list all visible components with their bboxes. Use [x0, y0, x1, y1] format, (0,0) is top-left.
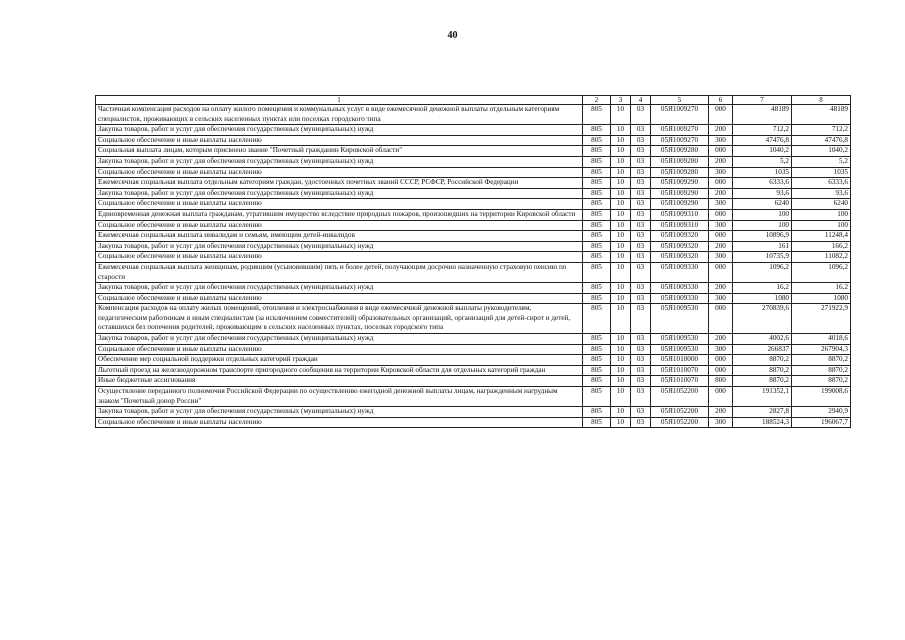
- ministry-code-cell: 805: [583, 293, 611, 304]
- table-row: [96, 252, 851, 263]
- ministry-code-cell: 805: [583, 146, 611, 157]
- amount-year1-cell: 6333,6: [733, 178, 792, 189]
- target-article-cell: 05Я1009280: [651, 156, 709, 167]
- amount-year1-cell: 161: [733, 241, 792, 252]
- subsection-code-cell: 03: [631, 241, 651, 252]
- table-row: [96, 355, 851, 366]
- table-row: [96, 188, 851, 199]
- section-code-cell: 10: [611, 252, 631, 263]
- section-code-cell: 10: [611, 283, 631, 294]
- amount-year2-cell: 100: [792, 220, 851, 231]
- row-name-cell: Социальное обеспечение и иные выплаты населению: [96, 167, 583, 178]
- amount-year1-cell: 191352,1: [733, 387, 792, 407]
- row-name-cell: Закупка товаров, работ и услуг для обеспечения государственных (муниципальных) нужд: [96, 241, 583, 252]
- amount-year1-cell: 266837: [733, 344, 792, 355]
- table-row: [96, 376, 851, 387]
- amount-year1-cell: 6240: [733, 199, 792, 210]
- header-cell: 4: [631, 96, 651, 105]
- section-code-cell: 10: [611, 376, 631, 387]
- row-name-cell: Социальное обеспечение и иные выплаты населению: [96, 220, 583, 231]
- table-row: [96, 231, 851, 242]
- target-article-cell: 05Я1052200: [651, 407, 709, 418]
- target-article-cell: 05Я1009320: [651, 252, 709, 263]
- target-article-cell: 05Я1009530: [651, 304, 709, 334]
- page-number: 40: [447, 30, 458, 41]
- amount-year1-cell: 93,6: [733, 188, 792, 199]
- amount-year2-cell: 1080: [792, 293, 851, 304]
- target-article-cell: 05Я1009310: [651, 220, 709, 231]
- row-name-cell: Социальное обеспечение и иные выплаты населению: [96, 417, 583, 428]
- expense-type-cell: 000: [709, 387, 733, 407]
- ministry-code-cell: 805: [583, 355, 611, 366]
- expense-type-cell: 300: [709, 252, 733, 263]
- amount-year2-cell: 48189: [792, 105, 851, 125]
- section-code-cell: 10: [611, 199, 631, 210]
- target-article-cell: 05Я1009280: [651, 167, 709, 178]
- subsection-code-cell: 03: [631, 178, 651, 189]
- expense-type-cell: 300: [709, 344, 733, 355]
- row-name-cell: Компенсация расходов на оплату жилых помещений, отопления и электроснабжения в виде ежемесячной денежной выплаты руководителям, педагогическим работникам и иным специалистам (за исключением совместителей) образовательных организаций, организаций для детей-сирот и детей, оставшихся без попечения родителей, проживающим в сельских населенных пунктах, поселках городского типа: [96, 304, 583, 334]
- expense-type-cell: 200: [709, 188, 733, 199]
- target-article-cell: 05Я1010070: [651, 376, 709, 387]
- table-row: [96, 407, 851, 418]
- section-code-cell: 10: [611, 334, 631, 345]
- ministry-code-cell: 805: [583, 231, 611, 242]
- ministry-code-cell: 805: [583, 125, 611, 136]
- amount-year2-cell: 1035: [792, 167, 851, 178]
- table-row: [96, 220, 851, 231]
- ministry-code-cell: 805: [583, 304, 611, 334]
- header-cell: 2: [583, 96, 611, 105]
- row-name-cell: Социальное обеспечение и иные выплаты населению: [96, 135, 583, 146]
- section-code-cell: 10: [611, 262, 631, 282]
- amount-year1-cell: 1080: [733, 293, 792, 304]
- section-code-cell: 10: [611, 146, 631, 157]
- expense-type-cell: 300: [709, 199, 733, 210]
- table-row: [96, 417, 851, 428]
- subsection-code-cell: 03: [631, 135, 651, 146]
- amount-year1-cell: 712,2: [733, 125, 792, 136]
- section-code-cell: 10: [611, 188, 631, 199]
- amount-year2-cell: 8870,2: [792, 355, 851, 366]
- subsection-code-cell: 03: [631, 376, 651, 387]
- expense-type-cell: 200: [709, 334, 733, 345]
- amount-year1-cell: 270839,6: [733, 304, 792, 334]
- target-article-cell: 05Я1009290: [651, 178, 709, 189]
- amount-year2-cell: 8870,2: [792, 376, 851, 387]
- subsection-code-cell: 03: [631, 334, 651, 345]
- amount-year2-cell: 267904,3: [792, 344, 851, 355]
- row-name-cell: Социальное обеспечение и иные выплаты населению: [96, 344, 583, 355]
- section-code-cell: 10: [611, 125, 631, 136]
- section-code-cell: 10: [611, 344, 631, 355]
- ministry-code-cell: 805: [583, 135, 611, 146]
- amount-year2-cell: 199008,6: [792, 387, 851, 407]
- section-code-cell: 10: [611, 178, 631, 189]
- expense-type-cell: 200: [709, 407, 733, 418]
- subsection-code-cell: 03: [631, 156, 651, 167]
- table-row: [96, 105, 851, 125]
- header-cell: 3: [611, 96, 631, 105]
- table-row: [96, 262, 851, 282]
- subsection-code-cell: 03: [631, 365, 651, 376]
- subsection-code-cell: 03: [631, 407, 651, 418]
- amount-year2-cell: 1040,2: [792, 146, 851, 157]
- target-article-cell: 05Я1009320: [651, 241, 709, 252]
- subsection-code-cell: 03: [631, 355, 651, 366]
- header-cell: 6: [709, 96, 733, 105]
- expense-type-cell: 300: [709, 220, 733, 231]
- amount-year1-cell: 10896,9: [733, 231, 792, 242]
- subsection-code-cell: 03: [631, 387, 651, 407]
- section-code-cell: 10: [611, 167, 631, 178]
- row-name-cell: Закупка товаров, работ и услуг для обеспечения государственных (муниципальных) нужд: [96, 188, 583, 199]
- section-code-cell: 10: [611, 209, 631, 220]
- amount-year2-cell: 1096,2: [792, 262, 851, 282]
- amount-year1-cell: 1035: [733, 167, 792, 178]
- amount-year2-cell: 712,2: [792, 125, 851, 136]
- section-code-cell: 10: [611, 231, 631, 242]
- target-article-cell: 05Я1009330: [651, 293, 709, 304]
- table-row: [96, 156, 851, 167]
- row-name-cell: Иные бюджетные ассигнования: [96, 376, 583, 387]
- subsection-code-cell: 03: [631, 220, 651, 231]
- ministry-code-cell: 805: [583, 283, 611, 294]
- row-name-cell: Закупка товаров, работ и услуг для обеспечения государственных (муниципальных) нужд: [96, 407, 583, 418]
- header-cell: 5: [651, 96, 709, 105]
- header-cell: 7: [733, 96, 792, 105]
- expense-type-cell: 000: [709, 231, 733, 242]
- amount-year2-cell: 196067,7: [792, 417, 851, 428]
- ministry-code-cell: 805: [583, 407, 611, 418]
- table-row: [96, 167, 851, 178]
- amount-year2-cell: 6333,6: [792, 178, 851, 189]
- section-code-cell: 10: [611, 387, 631, 407]
- row-name-cell: Закупка товаров, работ и услуг для обеспечения государственных (муниципальных) нужд: [96, 125, 583, 136]
- subsection-code-cell: 03: [631, 188, 651, 199]
- budget-table: [95, 95, 851, 428]
- target-article-cell: 05Я1052200: [651, 417, 709, 428]
- amount-year2-cell: 2940,9: [792, 407, 851, 418]
- row-name-cell: Социальное обеспечение и иные выплаты населению: [96, 252, 583, 263]
- expense-type-cell: 000: [709, 262, 733, 282]
- section-code-cell: 10: [611, 241, 631, 252]
- amount-year2-cell: 4018,6: [792, 334, 851, 345]
- table-row: [96, 293, 851, 304]
- ministry-code-cell: 805: [583, 199, 611, 210]
- target-article-cell: 05Я1052200: [651, 387, 709, 407]
- ministry-code-cell: 805: [583, 387, 611, 407]
- amount-year2-cell: 47476,8: [792, 135, 851, 146]
- amount-year2-cell: 11248,4: [792, 231, 851, 242]
- expense-type-cell: 200: [709, 283, 733, 294]
- section-code-cell: 10: [611, 355, 631, 366]
- ministry-code-cell: 805: [583, 188, 611, 199]
- expense-type-cell: 200: [709, 125, 733, 136]
- expense-type-cell: 000: [709, 304, 733, 334]
- expense-type-cell: 300: [709, 135, 733, 146]
- ministry-code-cell: 805: [583, 417, 611, 428]
- ministry-code-cell: 805: [583, 344, 611, 355]
- ministry-code-cell: 805: [583, 262, 611, 282]
- expense-type-cell: 300: [709, 293, 733, 304]
- subsection-code-cell: 03: [631, 283, 651, 294]
- target-article-cell: 05Я1009270: [651, 135, 709, 146]
- expense-type-cell: 300: [709, 167, 733, 178]
- table-row: [96, 209, 851, 220]
- table-row: [96, 334, 851, 345]
- ministry-code-cell: 805: [583, 376, 611, 387]
- amount-year1-cell: 8870,2: [733, 355, 792, 366]
- ministry-code-cell: 805: [583, 334, 611, 345]
- expense-type-cell: 000: [709, 105, 733, 125]
- row-name-cell: Закупка товаров, работ и услуг для обеспечения государственных (муниципальных) нужд: [96, 334, 583, 345]
- section-code-cell: 10: [611, 365, 631, 376]
- table-row: [96, 241, 851, 252]
- amount-year1-cell: 5,2: [733, 156, 792, 167]
- ministry-code-cell: 805: [583, 209, 611, 220]
- amount-year1-cell: 100: [733, 220, 792, 231]
- expense-type-cell: 000: [709, 355, 733, 366]
- subsection-code-cell: 03: [631, 209, 651, 220]
- subsection-code-cell: 03: [631, 304, 651, 334]
- section-code-cell: 10: [611, 105, 631, 125]
- subsection-code-cell: 03: [631, 146, 651, 157]
- section-code-cell: 10: [611, 407, 631, 418]
- subsection-code-cell: 03: [631, 293, 651, 304]
- ministry-code-cell: 805: [583, 167, 611, 178]
- row-name-cell: Ежемесячная социальная выплата женщинам, родившим (усыновившим) пять и более детей, получающим досрочно назначенную страховую пенсию по старости: [96, 262, 583, 282]
- row-name-cell: Обеспечение мер социальной поддержки отдельных категорий граждан: [96, 355, 583, 366]
- section-code-cell: 10: [611, 156, 631, 167]
- expense-type-cell: 000: [709, 209, 733, 220]
- table-row: [96, 387, 851, 407]
- amount-year2-cell: 6240: [792, 199, 851, 210]
- table-row: [96, 365, 851, 376]
- amount-year1-cell: 188524,3: [733, 417, 792, 428]
- subsection-code-cell: 03: [631, 252, 651, 263]
- subsection-code-cell: 03: [631, 167, 651, 178]
- table-row: [96, 135, 851, 146]
- target-article-cell: 05Я1009290: [651, 188, 709, 199]
- subsection-code-cell: 03: [631, 262, 651, 282]
- table-row: [96, 283, 851, 294]
- row-name-cell: Социальное обеспечение и иные выплаты населению: [96, 293, 583, 304]
- section-code-cell: 10: [611, 417, 631, 428]
- subsection-code-cell: 03: [631, 344, 651, 355]
- amount-year2-cell: 100: [792, 209, 851, 220]
- ministry-code-cell: 805: [583, 105, 611, 125]
- section-code-cell: 10: [611, 220, 631, 231]
- amount-year1-cell: 8870,2: [733, 376, 792, 387]
- amount-year1-cell: 48189: [733, 105, 792, 125]
- target-article-cell: 05Я1009290: [651, 199, 709, 210]
- ministry-code-cell: 805: [583, 220, 611, 231]
- target-article-cell: 05Я1009310: [651, 209, 709, 220]
- row-name-cell: Единовременная денежная выплата гражданам, утратившим имущество вследствие природных пожаров, произошедших на территории Кировской области: [96, 209, 583, 220]
- row-name-cell: Закупка товаров, работ и услуг для обеспечения государственных (муниципальных) нужд: [96, 283, 583, 294]
- expense-type-cell: 200: [709, 156, 733, 167]
- target-article-cell: 05Я1009330: [651, 283, 709, 294]
- target-article-cell: 05Я1009320: [651, 231, 709, 242]
- target-article-cell: 05Я1009270: [651, 105, 709, 125]
- table-header-row: [96, 96, 851, 105]
- amount-year2-cell: 5,2: [792, 156, 851, 167]
- row-name-cell: Ежемесячная социальная выплата отдельным категориям граждан, удостоенных почетных званий СССР, РСФСР, Российской Федерации: [96, 178, 583, 189]
- expense-type-cell: 000: [709, 178, 733, 189]
- subsection-code-cell: 03: [631, 125, 651, 136]
- table-row: [96, 125, 851, 136]
- section-code-cell: 10: [611, 293, 631, 304]
- table-row: [96, 344, 851, 355]
- amount-year1-cell: 100: [733, 209, 792, 220]
- amount-year1-cell: 10735,9: [733, 252, 792, 263]
- header-cell: 8: [792, 96, 851, 105]
- expense-type-cell: 800: [709, 376, 733, 387]
- target-article-cell: 05Я1010000: [651, 355, 709, 366]
- row-name-cell: Осуществление переданного полномочия Российской Федерации по осуществлению ежегодной денежной выплаты лицам, награжденным нагрудным знаком "Почетный донор России": [96, 387, 583, 407]
- ministry-code-cell: 805: [583, 156, 611, 167]
- target-article-cell: 05Я1010070: [651, 365, 709, 376]
- amount-year2-cell: 166,2: [792, 241, 851, 252]
- table-row: [96, 304, 851, 334]
- target-article-cell: 05Я1009530: [651, 344, 709, 355]
- expense-type-cell: 300: [709, 417, 733, 428]
- expense-type-cell: 000: [709, 365, 733, 376]
- amount-year2-cell: 11082,2: [792, 252, 851, 263]
- subsection-code-cell: 03: [631, 417, 651, 428]
- target-article-cell: 05Я1009280: [651, 146, 709, 157]
- section-code-cell: 10: [611, 304, 631, 334]
- amount-year2-cell: 16,2: [792, 283, 851, 294]
- row-name-cell: Закупка товаров, работ и услуг для обеспечения государственных (муниципальных) нужд: [96, 156, 583, 167]
- row-name-cell: Частичная компенсация расходов на оплату жилого помещения и коммунальных услуг в виде ежемесячной денежной выплаты отдельным категориям специалистов, проживающих в сельских населенных пунктах или поселках городского типа: [96, 105, 583, 125]
- row-name-cell: Социальная выплата лицам, которым присвоено звание "Почетный гражданин Кировской области": [96, 146, 583, 157]
- section-code-cell: 10: [611, 135, 631, 146]
- amount-year1-cell: 2827,8: [733, 407, 792, 418]
- row-name-cell: Ежемесячная социальная выплата инвалидам и семьям, имеющим детей-инвалидов: [96, 231, 583, 242]
- row-name-cell: Социальное обеспечение и иные выплаты населению: [96, 199, 583, 210]
- amount-year1-cell: 1040,2: [733, 146, 792, 157]
- amount-year1-cell: 1096,2: [733, 262, 792, 282]
- subsection-code-cell: 03: [631, 231, 651, 242]
- table-row: [96, 178, 851, 189]
- amount-year2-cell: 93,6: [792, 188, 851, 199]
- target-article-cell: 05Я1009270: [651, 125, 709, 136]
- table-row: [96, 146, 851, 157]
- ministry-code-cell: 805: [583, 241, 611, 252]
- row-name-cell: Льготный проезд на железнодорожном транспорте пригородного сообщения на территории Кировской области для отдельных категорий граждан: [96, 365, 583, 376]
- ministry-code-cell: 805: [583, 252, 611, 263]
- ministry-code-cell: 805: [583, 178, 611, 189]
- table-row: [96, 199, 851, 210]
- amount-year1-cell: 16,2: [733, 283, 792, 294]
- expense-type-cell: 200: [709, 241, 733, 252]
- amount-year2-cell: 8870,2: [792, 365, 851, 376]
- header-cell: 1: [96, 96, 583, 105]
- amount-year1-cell: 8870,2: [733, 365, 792, 376]
- expense-type-cell: 000: [709, 146, 733, 157]
- amount-year2-cell: 271922,9: [792, 304, 851, 334]
- subsection-code-cell: 03: [631, 199, 651, 210]
- amount-year1-cell: 47476,8: [733, 135, 792, 146]
- amount-year1-cell: 4002,6: [733, 334, 792, 345]
- ministry-code-cell: 805: [583, 365, 611, 376]
- subsection-code-cell: 03: [631, 105, 651, 125]
- target-article-cell: 05Я1009330: [651, 262, 709, 282]
- target-article-cell: 05Я1009530: [651, 334, 709, 345]
